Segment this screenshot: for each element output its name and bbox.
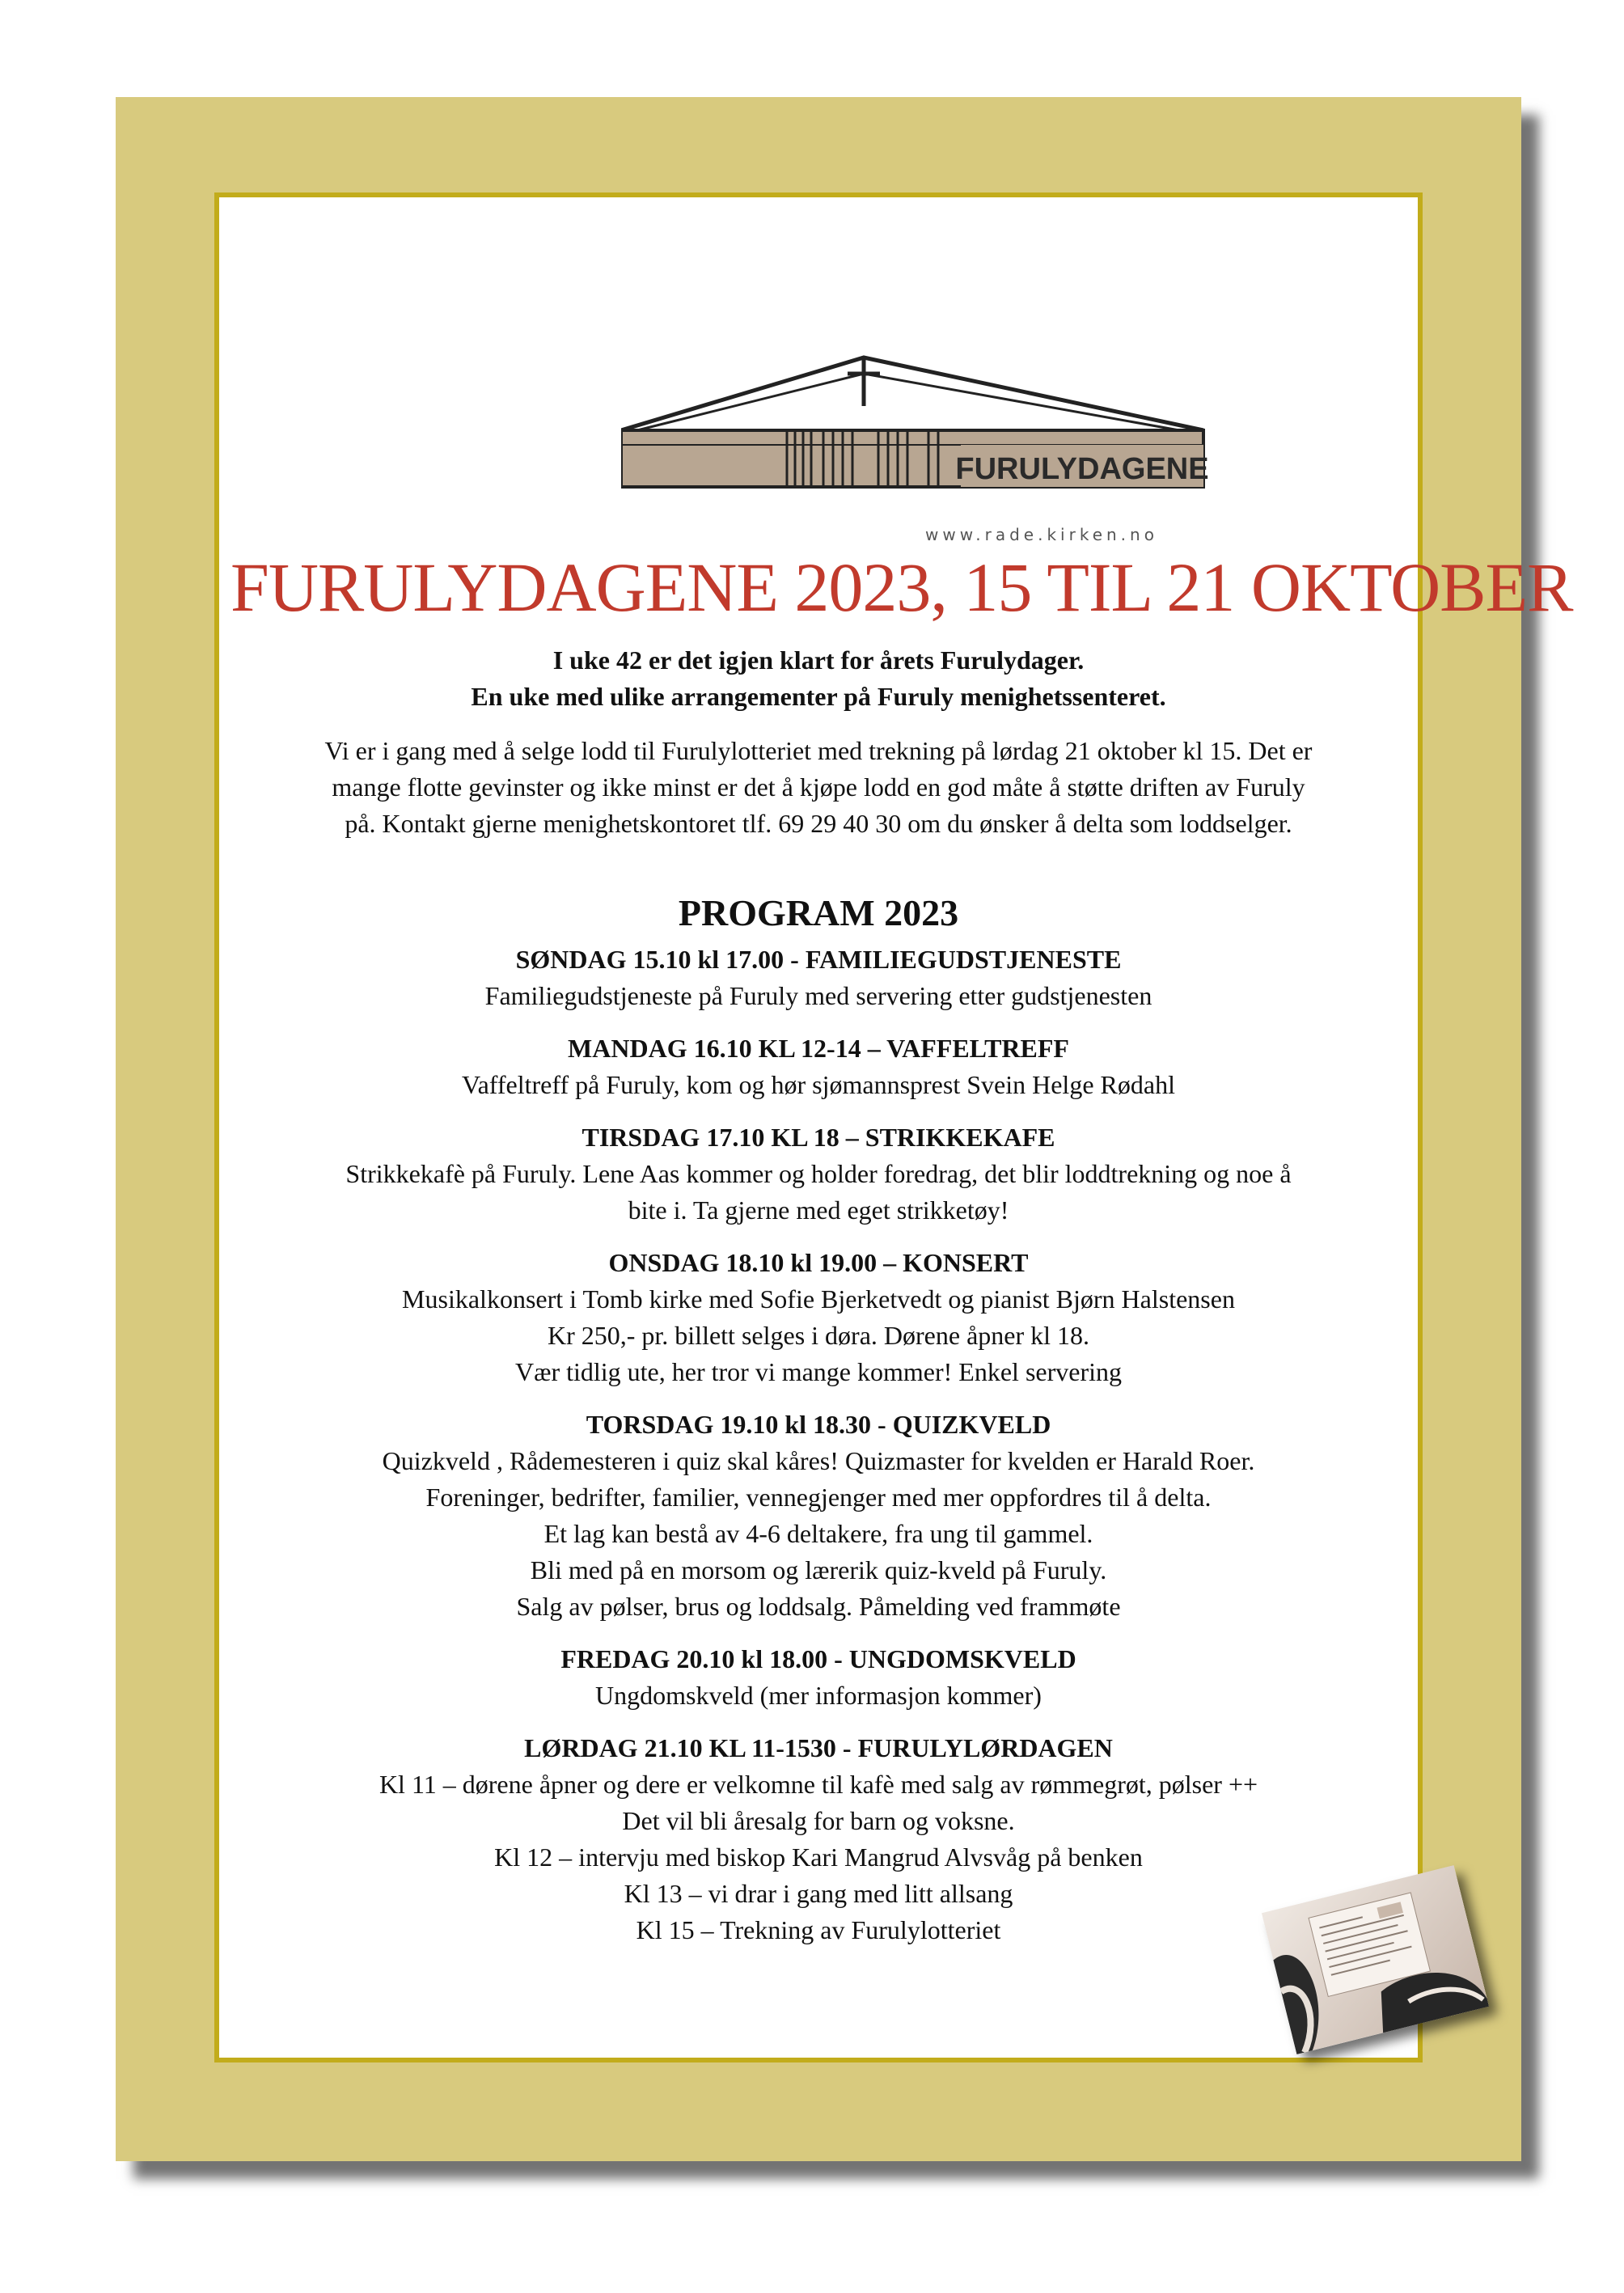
logo-wordmark: FURULYDAGENE	[955, 452, 1209, 486]
event-line: Kr 250,- pr. billett selges i døra. Dørene åpner kl 18.	[547, 1321, 1090, 1350]
event-heading: FREDAG 20.10 kl 18.00 - UNGDOMSKVELD	[560, 1644, 1076, 1673]
intro-bold-line: I uke 42 er det igjen klart for årets Furulydager.	[552, 645, 1085, 675]
event-heading: MANDAG 16.10 KL 12-14 – VAFFELTREFF	[568, 1034, 1069, 1063]
program-event	[263, 1730, 1374, 1948]
church-building-icon	[621, 349, 1236, 544]
page-title: FURULYDAGENE 2023, 15 TIL 21 OKTOBER	[230, 548, 1573, 626]
event-heading: SØNDAG 15.10 kl 17.00 - FAMILIEGUDSTJENESTE	[515, 945, 1122, 974]
program-title: PROGRAM 2023	[678, 892, 959, 933]
event-heading: TORSDAG 19.10 kl 18.30 - QUIZKVELD	[586, 1410, 1051, 1439]
intro-bold-line: En uke med ulike arrangementer på Furuly menighetssenteret.	[471, 682, 1166, 711]
program-event	[263, 1641, 1374, 1714]
logo-url: www.rade.kirken.no	[925, 525, 1158, 544]
event-line: Salg av pølser, brus og loddsalg. Påmelding ved frammøte	[516, 1592, 1121, 1621]
event-line: Vær tidlig ute, her tror vi mange kommer! Enkel servering	[514, 1357, 1122, 1386]
intro-bold	[279, 642, 1358, 715]
poster-border	[214, 192, 1573, 2062]
program-list	[263, 941, 1374, 1965]
event-line: Kl 12 – intervju med biskop Kari Mangrud Alvsvåg på benken	[494, 1842, 1143, 1872]
intro-text	[279, 733, 1358, 842]
event-line: Ungdomskveld (mer informasjon kommer)	[595, 1681, 1042, 1710]
event-line: Kl 15 – Trekning av Furulylotteriet	[636, 1915, 1001, 1944]
program-event	[263, 1030, 1374, 1103]
event-line: Bli med på en morsom og lærerik quiz-kveld på Furuly.	[530, 1555, 1107, 1584]
event-line: Kl 11 – dørene åpner og dere er velkomne til kafè med salg av rømmegrøt, pølser ++	[379, 1770, 1258, 1799]
event-heading: ONSDAG 18.10 kl 19.00 – KONSERT	[608, 1248, 1029, 1277]
event-heading: LØRDAG 21.10 KL 11-1530 - FURULYLØRDAGEN	[524, 1733, 1113, 1762]
event-line: Quizkveld , Rådemesteren i quiz skal kåres! Quizmaster for kvelden er Harald Roer.	[382, 1446, 1255, 1475]
event-line: Strikkekafè på Furuly. Lene Aas kommer og holder foredrag, det blir loddtrekning og noe å	[345, 1159, 1292, 1188]
event-line: Et lag kan bestå av 4-6 deltakere, fra ung til gammel.	[543, 1519, 1093, 1548]
furulydagene-logo	[621, 349, 1236, 544]
event-line: Foreninger, bedrifter, familier, vennegjenger med mer oppfordres til å delta.	[425, 1483, 1212, 1512]
event-line: Musikalkonsert i Tomb kirke med Sofie Bjerketvedt og pianist Bjørn Halstensen	[402, 1284, 1235, 1314]
event-line: Kl 13 – vi drar i gang med litt allsang	[624, 1879, 1013, 1908]
event-heading: TIRSDAG 17.10 KL 18 – STRIKKEKAFE	[582, 1123, 1055, 1152]
program-event	[263, 1119, 1374, 1229]
program-event	[263, 1245, 1374, 1390]
intro-text-line: mange flotte gevinster og ikke minst er det å kjøpe lodd en god måte å støtte driften av Furuly	[332, 772, 1305, 802]
intro-text-line: på. Kontakt gjerne menighetskontoret tlf. 69 29 40 30 om du ønsker å delta som loddselger.	[345, 809, 1292, 838]
poster-frame	[116, 97, 1573, 2161]
event-line: Familiegudstjeneste på Furuly med servering etter gudstjenesten	[484, 981, 1152, 1010]
poster-content	[230, 209, 1573, 2046]
intro-text-line: Vi er i gang med å selge lodd til Furulylotteriet med trekning på lørdag 21 oktober kl 15. Det er	[324, 736, 1313, 765]
program-event	[263, 941, 1374, 1014]
event-line: Vaffeltreff på Furuly, kom og hør sjømannsprest Svein Helge Rødahl	[462, 1070, 1175, 1099]
event-line: Det vil bli åresalg for barn og voksne.	[622, 1806, 1015, 1835]
event-line: bite i. Ta gjerne med eget strikketøy!	[628, 1195, 1009, 1225]
program-event	[263, 1407, 1374, 1625]
